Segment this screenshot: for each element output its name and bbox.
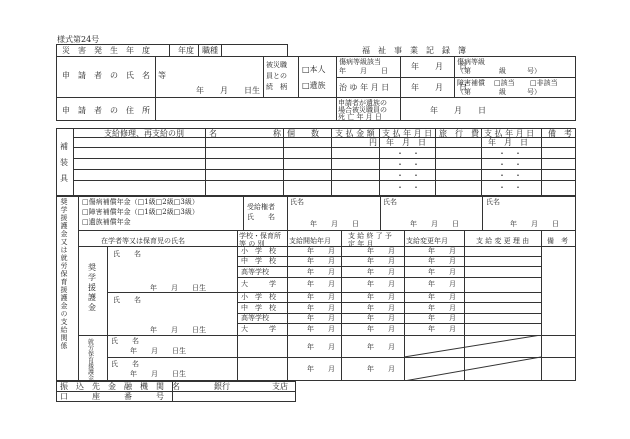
disability-pension-checkbox[interactable]: □障害補償年金（□1級□2級□3級） <box>82 208 199 216</box>
end-ym-7: 年 月 <box>367 314 395 322</box>
sch-col-name: 在学者等又は保育児の氏名 <box>101 237 185 245</box>
death-date-label-2: 場合被災職員の <box>338 106 387 114</box>
sch-col-end: 支 給 終 了 予 定 年 月 <box>348 232 392 248</box>
student-1-name-label: 氏 名 <box>113 250 141 258</box>
equip-dots-8: ・ ・ <box>498 183 522 192</box>
injury-pension-checkbox[interactable]: □傷病補償年金（□1級□2級□3級） <box>82 198 199 206</box>
student-2-name-label: 氏 名 <box>113 296 141 304</box>
disaster-date-label: 災 害 発 生 年 度 <box>62 46 150 55</box>
end-ym-5: 年 月 <box>367 293 395 301</box>
change-ym-7: 年 月 <box>428 314 456 322</box>
end-ym-8: 年 月 <box>367 325 395 333</box>
equip-dots-7: ・ ・ <box>396 183 420 192</box>
equip-col-amount: 支 払 金 額 <box>335 129 375 138</box>
recipient-date-3: 年 月 日 <box>510 220 559 228</box>
equip-col-note: 備 考 <box>548 129 572 138</box>
bank-suffix: 銀行 <box>214 382 230 391</box>
applicable-checkbox[interactable]: □該当 <box>494 79 515 87</box>
year-label: 年度 <box>178 46 194 55</box>
death-date-label-1: 申請者が遺族の <box>338 99 387 107</box>
end-ym-2: 年 月 <box>367 257 395 265</box>
bereaved-pension-checkbox[interactable]: □遺族補償年金 <box>82 218 131 226</box>
account-number-label: 口 座 番 号 <box>60 392 164 401</box>
start-ym-4: 年 月 <box>307 280 335 288</box>
recipient-label-1: 受給権者 <box>247 203 275 211</box>
recipient-name-2-label: 氏名 <box>383 198 397 206</box>
nursery-end-ym-1: 年 月 <box>367 343 395 351</box>
school-1a: 小 学 校 <box>241 247 276 255</box>
equip-dots-6: ・ ・ <box>498 171 522 180</box>
applicant-name-label: 申 請 者 の 氏 名 等 <box>62 71 166 80</box>
end-ym-6: 年 月 <box>367 304 395 312</box>
equip-dots-2: ・ ・ <box>498 149 522 158</box>
not-applicable-checkbox[interactable]: □非該当 <box>530 79 558 87</box>
start-ym-8: 年 月 <box>307 325 335 333</box>
start-ym-7: 年 月 <box>307 314 335 322</box>
end-ym-3: 年 月 <box>367 268 395 276</box>
death-date-label-3: 死 亡 年 月 日 <box>338 113 382 121</box>
end-ym-1: 年 月 <box>367 247 395 255</box>
recovery-date: 年 月 日 <box>411 83 467 92</box>
nursery-1-birth: 年 月 日生 <box>130 347 186 355</box>
recipient-name-3-label: 氏名 <box>486 198 500 206</box>
nursery-1-name-label: 氏 名 <box>111 337 139 345</box>
start-ym-5: 年 月 <box>307 293 335 301</box>
injury-grade-label: 傷病等級 <box>457 58 485 66</box>
school-1b: 中 学 校 <box>241 257 276 265</box>
equip-col-name: 名 称 <box>209 129 281 138</box>
sch-col-change: 支給変更年月 <box>406 237 448 245</box>
school-2c: 高等学校 <box>241 314 269 322</box>
change-ym-5: 年 月 <box>428 293 456 301</box>
change-ym-3: 年 月 <box>428 268 456 276</box>
bank-name-label: 振 込 先 金 融 機 関 名 <box>60 382 180 391</box>
equip-dots-4: ・ ・ <box>498 160 522 169</box>
change-ym-8: 年 月 <box>428 325 456 333</box>
start-ym-6: 年 月 <box>307 304 335 312</box>
equip-dots-1: ・ ・ <box>396 149 420 158</box>
nursery-2-name-label: 氏 名 <box>111 360 139 368</box>
equip-col-pay-date-2: 支 払 年 月 日 <box>484 129 535 138</box>
equipment-side-label: 補 装 具 <box>60 142 68 183</box>
recipient-name-1-label: 氏名 <box>290 198 304 206</box>
change-ym-1: 年 月 <box>428 247 456 255</box>
nursery-start-ym-2: 年 月 <box>307 365 335 373</box>
bereaved-checkbox[interactable]: □遺族 <box>302 81 326 90</box>
sch-col-start: 支給開始年月 <box>289 237 331 245</box>
equip-col-travel: 旅 行 費 <box>439 129 479 138</box>
nursery-label: 就 労 保 育 援 護 金 <box>88 339 95 382</box>
disability-grade-value: （第 級 号） <box>457 88 541 96</box>
start-ym-2: 年 月 <box>307 257 335 265</box>
address-label: 申 請 者 の 住 所 <box>62 106 150 115</box>
change-ym-4: 年 月 <box>428 280 456 288</box>
nursery-strike-lines <box>404 335 541 381</box>
sch-col-school: 学校・保育所 等 の 別 <box>239 232 281 248</box>
student-1-birth: 年 月 日生 <box>150 284 206 292</box>
school-2b: 中 学 校 <box>241 304 276 312</box>
change-ym-2: 年 月 <box>428 257 456 265</box>
equip-date-2: 年 月 日 <box>488 138 528 147</box>
job-type-label: 職種 <box>202 46 218 55</box>
equip-dots-5: ・ ・ <box>396 171 420 180</box>
equip-col-count: 個 数 <box>287 129 319 138</box>
student-2-birth: 年 月 日生 <box>150 326 206 334</box>
start-ym-1: 年 月 <box>307 247 335 255</box>
grade-applicable-label-1: 傷病等級該当 <box>339 58 381 66</box>
disability-comp-label: 障害補償 <box>457 79 485 87</box>
recovery-date-label: 治 ゆ 年 月 日 <box>339 83 390 92</box>
equip-col-type: 支給修理、再支給の別 <box>104 129 184 138</box>
nursery-2-birth: 年 月 日生 <box>130 370 186 378</box>
relation-label-3: 続 柄 <box>266 83 287 91</box>
grade-date: 年 月 日 <box>411 62 467 71</box>
scholarship-label: 奨 学 援 護 金 <box>88 263 96 312</box>
recipient-date-2: 年 月 日 <box>410 220 459 228</box>
relation-label-1: 被災職 <box>266 61 287 69</box>
equip-col-pay-date: 支 払 年 月 日 <box>382 129 433 138</box>
school-2d: 大 学 <box>241 325 276 333</box>
end-ym-4: 年 月 <box>367 280 395 288</box>
equip-date-1: 年 月 日 <box>386 138 426 147</box>
applicant-birth-date: 年 月 日生 <box>196 86 260 95</box>
relation-label-2: 員との <box>266 72 287 80</box>
school-1c: 高等学校 <box>241 268 269 276</box>
sch-col-reason: 支 給 変 更 理 由 <box>476 237 530 245</box>
equip-yen: 円 <box>369 138 377 147</box>
injury-grade-value: （第 級 号） <box>457 67 541 75</box>
recipient-date-1: 年 月 日 <box>310 220 359 228</box>
form-number: 様式第24号 <box>57 35 100 44</box>
start-ym-3: 年 月 <box>307 268 335 276</box>
branch-suffix: 支店 <box>272 382 288 391</box>
sch-col-note: 備 考 <box>547 237 568 245</box>
self-checkbox[interactable]: □本人 <box>302 65 326 74</box>
school-2a: 小 学 校 <box>241 293 276 301</box>
scholarship-side-label: 奨学援護金又は就労保育援護金の支給関係 <box>60 198 68 350</box>
death-date: 年 月 日 <box>430 106 486 115</box>
school-1d: 大 学 <box>241 280 276 288</box>
equip-dots-3: ・ ・ <box>396 160 420 169</box>
change-ym-6: 年 月 <box>428 304 456 312</box>
welfare-record-title: 福 祉 事 業 記 録 簿 <box>362 46 466 55</box>
grade-applicable-label-2: 年 月 日 <box>339 67 388 75</box>
nursery-start-ym-1: 年 月 <box>307 343 335 351</box>
recipient-label-2: 氏 名 <box>247 213 275 221</box>
nursery-end-ym-2: 年 月 <box>367 365 395 373</box>
